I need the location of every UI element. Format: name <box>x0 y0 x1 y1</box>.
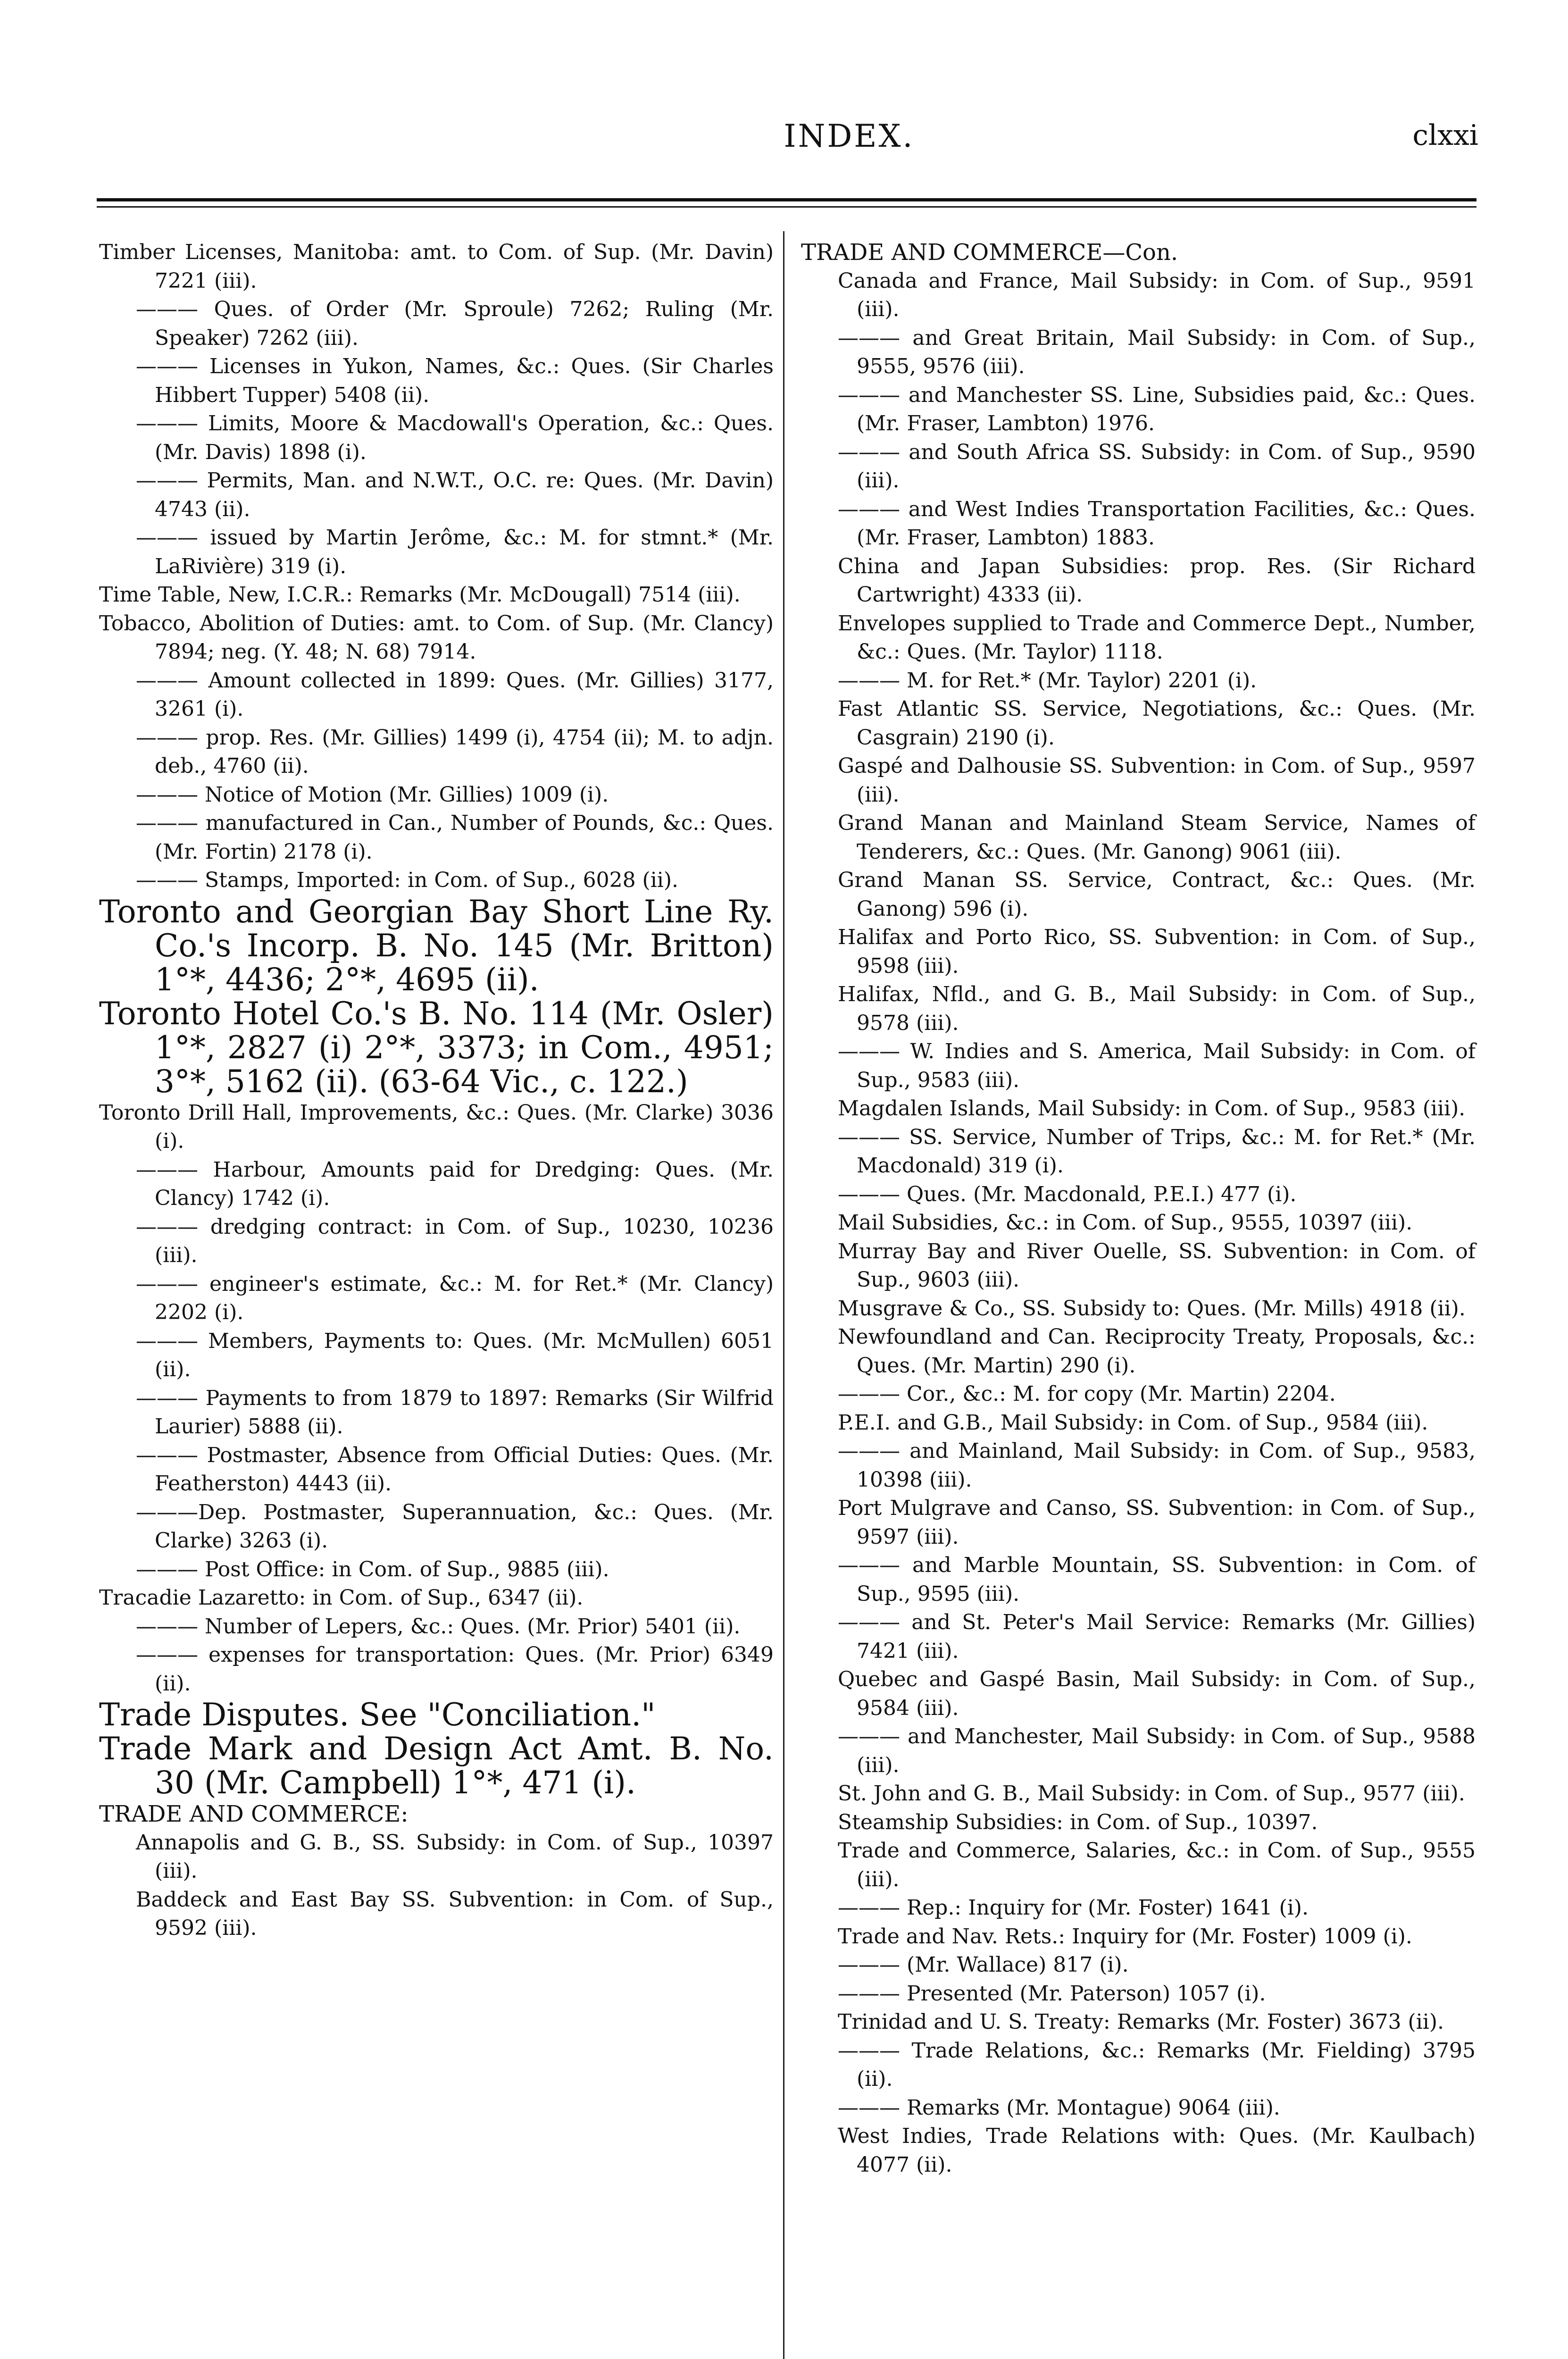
index-entry: Murray Bay and River Ouelle, SS. Subvention: in Com. of Sup., 9603 (iii). <box>838 1239 1476 1292</box>
index-entry: St. John and G. B., Mail Subsidy: in Com. of Sup., 9577 (iii). <box>838 1782 1465 1806</box>
index-entry: Trade and Commerce, Salaries, &c.: in Com. of Sup., 9555 (iii). <box>838 1839 1476 1891</box>
index-entry: ———Dep. Postmaster, Superannuation, &c.: Ques. (Mr. Clarke) 3263 (i). <box>136 1500 774 1553</box>
index-entry: ——— and West Indies Transportation Facilities, &c.: Ques. (Mr. Fraser, Lambton) 1883. <box>838 497 1476 550</box>
index-entry: Trade Disputes. See "Conciliation." <box>99 1697 656 1733</box>
index-entry: Mail Subsidies, &c.: in Com. of Sup., 9555, 10397 (iii). <box>838 1211 1413 1235</box>
index-entry: ——— W. Indies and S. America, Mail Subsidy: in Com. of Sup., 9583 (iii). <box>838 1039 1476 1092</box>
index-entry: Canada and France, Mail Subsidy: in Com. of Sup., 9591 (iii). <box>838 268 1476 321</box>
index-entry: Port Mulgrave and Canso, SS. Subvention: in Com. of Sup., 9597 (iii). <box>838 1496 1476 1549</box>
index-entry: ——— and Marble Mountain, SS. Subvention: in Com. of Sup., 9595 (iii). <box>838 1553 1476 1606</box>
index-entry: Baddeck and East Bay SS. Subvention: in Com. of Sup., 9592 (iii). <box>136 1887 774 1940</box>
index-entry: China and Japan Subsidies: prop. Res. (Sir Richard Cartwright) 4333 (ii). <box>838 554 1476 607</box>
index-entry: ——— Postmaster, Absence from Official Duties: Ques. (Mr. Featherston) 4443 (ii). <box>136 1443 774 1496</box>
index-entry: ——— (Mr. Wallace) 817 (i). <box>838 1953 1129 1977</box>
index-entry: ——— dredging contract: in Com. of Sup., 10230, 10236 (iii). <box>136 1214 774 1267</box>
index-entry: Quebec and Gaspé Basin, Mail Subsidy: in Com. of Sup., 9584 (iii). <box>838 1667 1476 1720</box>
index-entry: ——— Harbour, Amounts paid for Dredging: Ques. (Mr. Clancy) 1742 (i). <box>136 1157 774 1210</box>
right-column <box>801 238 1476 2179</box>
index-entry: ——— engineer's estimate, &c.: M. for Ret.* (Mr. Clancy) 2202 (i). <box>136 1272 774 1324</box>
index-entry: ——— manufactured in Can., Number of Pounds, &c.: Ques. (Mr. Fortin) 2178 (i). <box>136 811 774 864</box>
index-entry: ——— Number of Lepers, &c.: Ques. (Mr. Prior) 5401 (ii). <box>136 1614 741 1639</box>
index-entry: ——— expenses for transportation: Ques. (Mr. Prior) 6349 (ii). <box>136 1643 774 1696</box>
index-entry: ——— Post Office: in Com. of Sup., 9885 (iii). <box>136 1557 609 1581</box>
header-rule-thin <box>97 206 1476 208</box>
index-entry: Envelopes supplied to Trade and Commerce Dept., Number, &c.: Ques. (Mr. Taylor) 1118. <box>838 611 1476 664</box>
left-column <box>99 238 774 1943</box>
index-entry: Tobacco, Abolition of Duties: amt. to Com. of Sup. (Mr. Clancy) 7894; neg. (Y. 48; N. 68) 7914. <box>99 611 774 664</box>
index-entry: Time Table, New, I.C.R.: Remarks (Mr. McDougall) 7514 (iii). <box>99 583 741 607</box>
index-entry: Gaspé and Dalhousie SS. Subvention: in Com. of Sup., 9597 (iii). <box>838 754 1476 807</box>
index-entry: Magdalen Islands, Mail Subsidy: in Com. of Sup., 9583 (iii). <box>838 1096 1466 1121</box>
index-entry: ——— Payments to from 1879 to 1897: Remarks (Sir Wilfrid Laurier) 5888 (ii). <box>136 1386 774 1439</box>
index-entry: Newfoundland and Can. Reciprocity Treaty, Proposals, &c.: Ques. (Mr. Martin) 290 (i). <box>838 1325 1476 1378</box>
index-entry: ——— Limits, Moore & Macdowall's Operation, &c.: Ques. (Mr. Davis) 1898 (i). <box>136 411 774 464</box>
index-entry: Halifax, Nfld., and G. B., Mail Subsidy: in Com. of Sup., 9578 (iii). <box>838 982 1476 1035</box>
index-entry: Trinidad and U. S. Treaty: Remarks (Mr. Foster) 3673 (ii). <box>838 2010 1444 2034</box>
index-entry: ——— Members, Payments to: Ques. (Mr. McMullen) 6051 (ii). <box>136 1329 774 1381</box>
index-entry: ——— and South Africa SS. Subsidy: in Com. of Sup., 9590 (iii). <box>838 440 1476 493</box>
index-entry: ——— Rep.: Inquiry for (Mr. Foster) 1641 (i). <box>838 1896 1309 1920</box>
column-divider <box>783 231 784 2359</box>
header-rule-thick <box>97 198 1476 201</box>
index-entry: ——— and Manchester SS. Line, Subsidies paid, &c.: Ques. (Mr. Fraser, Lambton) 1976. <box>838 383 1476 435</box>
index-entry: Musgrave & Co., SS. Subsidy to: Ques. (Mr. Mills) 4918 (ii). <box>838 1296 1466 1321</box>
index-entry: TRADE AND COMMERCE: <box>99 1801 409 1827</box>
index-entry: Grand Manan and Mainland Steam Service, Names of Tenderers, &c.: Ques. (Mr. Ganong) 9061 (iii). <box>838 811 1476 864</box>
index-entry: Halifax and Porto Rico, SS. Subvention: in Com. of Sup., 9598 (iii). <box>838 925 1476 978</box>
index-entry: Timber Licenses, Manitoba: amt. to Com. of Sup. (Mr. Davin) 7221 (iii). <box>99 240 774 293</box>
index-entry: Tracadie Lazaretto: in Com. of Sup., 6347 (ii). <box>99 1586 584 1610</box>
index-entry: ——— and Mainland, Mail Subsidy: in Com. of Sup., 9583, 10398 (iii). <box>838 1439 1476 1492</box>
index-entry: ——— and Great Britain, Mail Subsidy: in Com. of Sup., 9555, 9576 (iii). <box>838 326 1476 378</box>
index-entry: ——— Licenses in Yukon, Names, &c.: Ques. (Sir Charles Hibbert Tupper) 5408 (ii). <box>136 354 774 407</box>
index-entry: ——— Amount collected in 1899: Ques. (Mr. Gillies) 3177, 3261 (i). <box>136 668 774 721</box>
index-entry: ——— Permits, Man. and N.W.T., O.C. re: Ques. (Mr. Davin) 4743 (ii). <box>136 468 774 521</box>
index-entry: ——— issued by Martin Jerôme, &c.: M. for stmnt.* (Mr. LaRivière) 319 (i). <box>136 526 774 578</box>
index-entry: Trade Mark and Design Act Amt. B. No. 30 (Mr. Campbell) 1°*, 471 (i). <box>99 1731 774 1801</box>
running-head <box>0 118 1568 170</box>
index-entry: ——— and Manchester, Mail Subsidy: in Com. of Sup., 9588 (iii). <box>838 1724 1476 1777</box>
index-entry: ——— Cor., &c.: M. for copy (Mr. Martin) 2204. <box>838 1382 1336 1406</box>
index-entry: P.E.I. and G.B., Mail Subsidy: in Com. of Sup., 9584 (iii). <box>838 1410 1428 1435</box>
index-entry: Grand Manan SS. Service, Contract, &c.: Ques. (Mr. Ganong) 596 (i). <box>838 868 1476 921</box>
index-entry: Trade and Nav. Rets.: Inquiry for (Mr. Foster) 1009 (i). <box>838 1924 1412 1949</box>
page-title: INDEX. <box>784 118 915 154</box>
index-entry: ——— Presented (Mr. Paterson) 1057 (i). <box>838 1981 1266 2006</box>
index-entry: Toronto and Georgian Bay Short Line Ry. Co.'s Incorp. B. No. 145 (Mr. Britton) 1°*, 4436; 2°*, 4695 (ii). <box>99 893 774 998</box>
index-entry: ——— Trade Relations, &c.: Remarks (Mr. Fielding) 3795 (ii). <box>838 2038 1476 2091</box>
index-entry: West Indies, Trade Relations with: Ques. (Mr. Kaulbach) 4077 (ii). <box>838 2124 1476 2177</box>
index-entry: TRADE AND COMMERCE—Con. <box>801 239 1178 266</box>
index-entry: Fast Atlantic SS. Service, Negotiations, &c.: Ques. (Mr. Casgrain) 2190 (i). <box>838 697 1476 750</box>
index-entry: ——— Stamps, Imported: in Com. of Sup., 6028 (ii). <box>136 868 679 892</box>
index-entry: ——— Remarks (Mr. Montague) 9064 (iii). <box>838 2095 1280 2120</box>
index-entry: ——— Ques. of Order (Mr. Sproule) 7262; Ruling (Mr. Speaker) 7262 (iii). <box>136 297 774 350</box>
index-entry: ——— prop. Res. (Mr. Gillies) 1499 (i), 4754 (ii); M. to adjn. deb., 4760 (ii). <box>136 725 774 778</box>
index-entry: ——— SS. Service, Number of Trips, &c.: M. for Ret.* (Mr. Macdonald) 319 (i). <box>838 1125 1476 1178</box>
index-entry: ——— Ques. (Mr. Macdonald, P.E.I.) 477 (i). <box>838 1182 1297 1206</box>
index-entry: Toronto Hotel Co.'s B. No. 114 (Mr. Osler) 1°*, 2827 (i) 2°*, 3373; in Com., 4951; 3°*, 5162 (ii). (63-64 Vic., c. 122.) <box>99 995 774 1100</box>
index-entry: ——— M. for Ret.* (Mr. Taylor) 2201 (i). <box>838 668 1257 693</box>
page-number: clxxi <box>1412 119 1478 152</box>
index-entry: Steamship Subsidies: in Com. of Sup., 10397. <box>838 1810 1318 1834</box>
index-entry: ——— and St. Peter's Mail Service: Remarks (Mr. Gillies) 7421 (iii). <box>838 1610 1476 1663</box>
index-entry: Toronto Drill Hall, Improvements, &c.: Ques. (Mr. Clarke) 3036 (i). <box>99 1100 774 1153</box>
index-entry: ——— Notice of Motion (Mr. Gillies) 1009 (i). <box>136 782 609 807</box>
index-entry: Annapolis and G. B., SS. Subsidy: in Com. of Sup., 10397 (iii). <box>136 1830 774 1883</box>
